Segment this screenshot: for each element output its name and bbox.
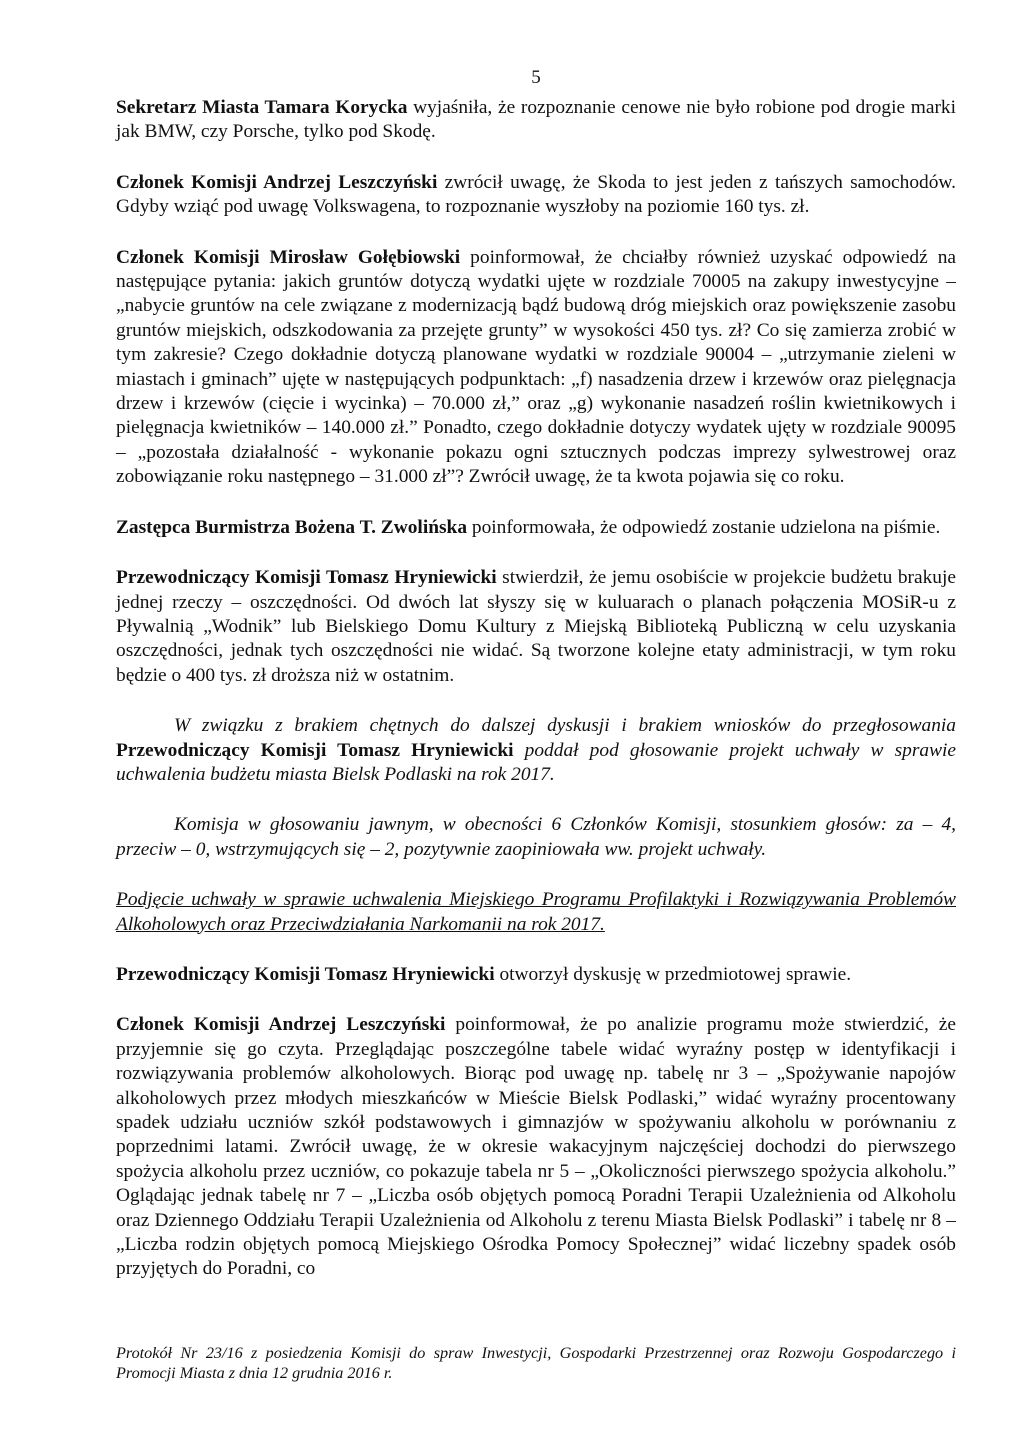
page-footer: Protokół Nr 23/16 z posiedzenia Komisji do spraw Inwestycji, Gospodarki Przestrzennej oraz Rozwoju Gospodarczego i Promocji Miasta z dnia 12 grudnia 2016 r. [116,1344,956,1382]
vote-result: Komisja w głosowaniu jawnym, w obecności 6 Członków Komisji, stosunkiem głosów: za – 4, przeciw – 0, wstrzymujących się – 2, pozytywnie zaopiniowała ww. projekt uchwały. [116,814,956,860]
section-heading: Podjęcie uchwały w sprawie uchwalenia Miejskiego Programu Profilaktyki i Rozwiązywania Problemów Alkoholowych oraz Przeciwdziałania Narkomanii na rok 2017. [116,889,956,935]
paragraph-text: poinformował, że chciałby również uzyskać odpowiedź na następujące pytania: jakich gruntów dotyczą wydatki ujęte w rozdziale 70005 na zakupy inwestycyjne – „nabycie gruntów na cele związane z modernizacją bądź budową dróg miejskich oraz powiększenie zasobu gruntów miejskich, odszkodowania za przejęte grunty” w wysokości 450 tys. zł? Co się zamierza zrobić w tym zakresie? Czego dokładnie dotyczą planowane wydatki w rozdziale 90004 – „utrzymanie zieleni w miastach i gminach” ujęte w następujących podpunktach: „f) nasadzenia drzew i krzewów oraz pielęgnacja drzew i krzewów (cięcie i wycinka) – 70.000 zł,” oraz „g) wykonanie nasadzeń roślin kwietnikowych i pielęgnacja kwietników – 140.000 zł.” Ponadto, czego dokładnie dotyczy wydatek ujęty w rozdziale 90095 – „pozostała działalność - wykonanie pokazu ogni sztucznych podczas imprezy sylwestrowej oraz zobowiązanie roku następnego – 31.000 zł”? Zwrócił uwagę, że ta kwota pojawia się co roku. [116,246,956,488]
paragraph-text: wyjaśniła, że rozpoznanie cenowe nie było robione pod drogie marki jak BMW, czy Porsche, tylko pod Skodę. [116,97,956,143]
vote-intro-pre: W związku z brakiem chętnych do dalszej dyskusji i brakiem wniosków do przegłosowania [174,715,956,737]
paragraph-leszczynski-1 [116,171,956,220]
paragraph-text: otworzył dyskusję w przedmiotowej sprawie. [494,963,852,985]
speaker-name: Członek Komisji Andrzej Leszczyński [116,1014,446,1036]
paragraph-golebiowski [116,246,956,490]
speaker-name: Zastępca Burmistrza Bożena T. Zwolińska [116,516,468,538]
speaker-name: Przewodniczący Komisji Tomasz Hryniewicki [116,963,495,985]
page-number: 5 [531,67,541,88]
speaker-name: Członek Komisji Andrzej Leszczyński [116,171,438,193]
speaker-name: Przewodniczący Komisji Tomasz Hryniewicki [116,567,497,589]
vote-intro-post: poddał pod głosowanie projekt uchwały w sprawie uchwalenia budżetu miasta Bielsk Podlaski na rok 2017. [116,739,957,785]
paragraph-korycka [116,96,956,145]
paragraph-hryniewicki-2 [116,963,956,987]
speaker-name: Członek Komisji Mirosław Gołębiowski [116,246,461,268]
speaker-name: Sekretarz Miasta Tamara Korycka [116,97,408,118]
document-page [116,66,956,1308]
vote-intro [116,714,956,787]
paragraph-text: poinformowała, że odpowiedź zostanie udzielona na piśmie. [467,516,941,538]
speaker-name: Przewodniczący Komisji Tomasz Hryniewicki [116,739,514,761]
paragraph-hryniewicki-1 [116,566,956,688]
paragraph-zwolinska [116,516,956,540]
paragraph-text: stwierdził, że jemu osobiście w projekcie budżetu brakuje jednej rzeczy – oszczędności. Od dwóch lat słyszy się w kuluarach o planach połączenia MOSiR-u z Pływalnią „Wodnik” lub Bielskiego Domu Kultury z Miejską Biblioteką Publiczną w celu uzyskania oszczędności, jednak tych oszczędności nie widać. Są tworzone kolejne etaty administracji, w tym roku będzie o 400 tys. zł droższa niż w ostatnim. [116,567,956,686]
paragraph-text: poinformował, że po analizie programu może stwierdzić, że przyjemnie się go czyta. Przeglądając poszczególne tabele widać wyraźny postęp w identyfikacji i rozwiązywania problemów alkoholowych. Biorąc pod uwagę np. tabelę nr 3 – „Spożywanie napojów alkoholowych przez młodych mieszkańców w Mieście Bielsk Podlaski,” widać wyraźny procentowany spadek udziału uczniów szkół podstawowych i gimnazjów w spożywaniu alkoholu w porównaniu z poprzednimi latami. Zwrócił uwagę, że w okresie wakacyjnym najczęściej dochodzi do pierwszego spożycia alkoholu przez uczniów, co pokazuje tabela nr 5 – „Okoliczności pierwszego spożycia alkoholu.” Oglądając jednak tabelę nr 7 – „Liczba osób objętych pomocą Poradni Terapii Uzależnienia od Alkoholu oraz Dziennego Oddziału Terapii Uzależnienia od Alkoholu z terenu Miasta Bielsk Podlaski” i tabelę nr 8 – „Liczba rodzin objętych pomocą Miejskiego Ośrodka Pomocy Społecznej” widać liczebny spadek osób przyjętych do Poradni, co [116,1014,957,1280]
paragraph-text: zwrócił uwagę, że Skoda to jest jeden z tańszych samochodów. Gdyby wziąć pod uwagę Volkswagena, to rozpoznanie wyszłoby na poziomie 160 tys. zł. [116,171,956,218]
paragraph-leszczynski-2 [116,1013,956,1281]
